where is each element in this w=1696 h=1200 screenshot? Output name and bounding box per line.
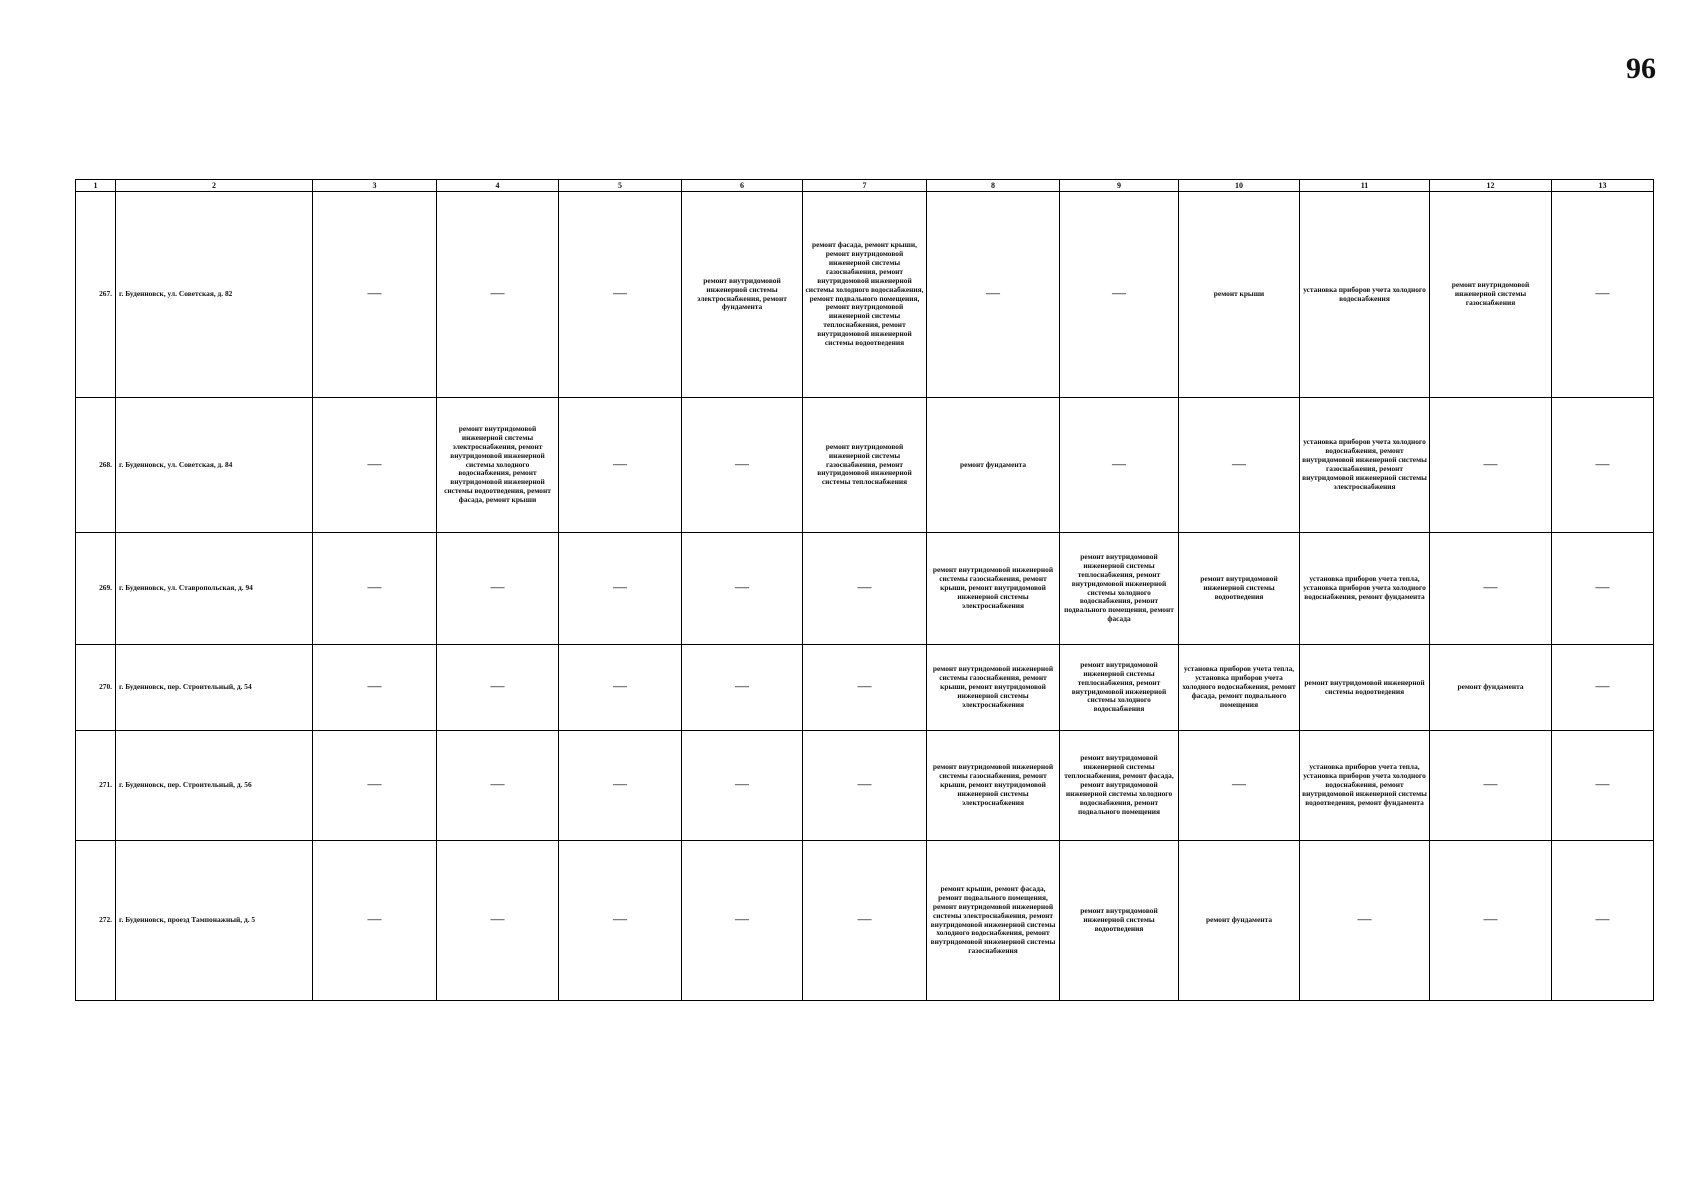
empty-dash: —	[613, 456, 627, 472]
repair-schedule-table	[75, 179, 1654, 1001]
work-cell	[1300, 398, 1430, 533]
empty-dash: —	[857, 912, 872, 928]
cell-text: ремонт фасада, ремонт крыши, ремонт внутридомовой инженерной системы газоснабжения, ремонт внутридомовой инженерной системы холодного водоснабжения, ремонт подвального помещения, ремонт внутридомовой инженерной системы теплоснабжения, ремонт внутридомовой инженерной системы водоотведения	[805, 240, 924, 347]
column-header: 5	[559, 180, 682, 192]
address-cell	[116, 398, 313, 533]
cell-text: г. Буденновск, проезд Тампонажный, д. 5	[119, 915, 256, 925]
work-cell	[1179, 731, 1300, 841]
work-cell	[313, 645, 437, 731]
work-cell	[1552, 192, 1654, 398]
empty-dash: —	[735, 456, 749, 472]
empty-dash: —	[1483, 777, 1498, 793]
work-cell	[559, 645, 682, 731]
empty-dash: —	[857, 580, 872, 596]
cell-text: 272.	[99, 915, 112, 925]
empty-dash: —	[613, 777, 627, 793]
work-cell	[1430, 731, 1552, 841]
work-cell	[1179, 645, 1300, 731]
table-row	[76, 533, 1654, 645]
work-cell	[682, 645, 803, 731]
empty-dash: —	[613, 912, 627, 928]
work-cell	[1060, 731, 1179, 841]
work-cell	[1552, 398, 1654, 533]
empty-dash: —	[1483, 580, 1498, 596]
empty-dash: —	[1232, 777, 1246, 793]
work-cell	[437, 192, 559, 398]
work-cell	[1300, 192, 1430, 398]
work-cell	[1300, 841, 1430, 1001]
empty-dash: —	[367, 456, 382, 472]
table-row	[76, 731, 1654, 841]
work-cell	[559, 731, 682, 841]
work-cell	[1430, 192, 1552, 398]
work-cell	[1060, 398, 1179, 533]
column-header: 9	[1060, 180, 1179, 192]
cell-text: ремонт внутридомовой инженерной системы газоснабжения, ремонт крыши, ремонт внутридомовой инженерной системы электроснабжения	[932, 762, 1054, 807]
work-cell	[1430, 398, 1552, 533]
cell-text: ремонт внутридомовой инженерной системы газоснабжения, ремонт крыши, ремонт внутридомовой инженерной системы электроснабжения	[932, 664, 1054, 709]
address-cell	[116, 731, 313, 841]
cell-text: ремонт внутридомовой инженерной системы водоотведения	[1200, 574, 1278, 601]
work-cell	[682, 192, 803, 398]
work-cell	[803, 533, 927, 645]
work-cell	[927, 533, 1060, 645]
cell-text: установка приборов учета холодного водоснабжения, ремонт внутридомовой инженерной системы газоснабжения, ремонт внутридомовой инженерной системы электроснабжения	[1302, 437, 1427, 491]
table-row	[76, 192, 1654, 398]
work-cell	[927, 398, 1060, 533]
row-number	[76, 398, 116, 533]
empty-dash: —	[1595, 912, 1610, 928]
empty-dash: —	[1112, 286, 1126, 302]
work-cell	[682, 398, 803, 533]
empty-dash: —	[1112, 456, 1126, 472]
row-number	[76, 841, 116, 1001]
address-cell	[116, 192, 313, 398]
work-cell	[559, 533, 682, 645]
empty-dash: —	[1357, 912, 1372, 928]
cell-text: ремонт фундамента	[959, 459, 1027, 469]
work-cell	[1552, 533, 1654, 645]
address-cell	[116, 841, 313, 1001]
empty-dash: —	[367, 777, 382, 793]
work-cell	[559, 192, 682, 398]
work-cell	[1179, 533, 1300, 645]
empty-dash: —	[1595, 679, 1610, 695]
empty-dash: —	[735, 580, 749, 596]
work-cell	[313, 398, 437, 533]
column-header: 8	[927, 180, 1060, 192]
page-number: 96	[1626, 52, 1656, 85]
empty-dash: —	[735, 777, 749, 793]
work-cell	[437, 841, 559, 1001]
empty-dash: —	[735, 912, 749, 928]
column-header: 2	[116, 180, 313, 192]
work-cell	[803, 398, 927, 533]
work-cell	[1060, 645, 1179, 731]
empty-dash: —	[490, 580, 505, 596]
work-cell	[1179, 398, 1300, 533]
empty-dash: —	[1595, 456, 1610, 472]
column-header: 4	[437, 180, 559, 192]
work-cell	[682, 841, 803, 1001]
cell-text: ремонт крыши, ремонт фасада, ремонт подвального помещения, ремонт внутридомовой инженерной системы электроснабжения, ремонт внутридомовой инженерной системы холодного водоснабжения, ремонт внутридомовой инженерной системы газоснабжения	[930, 884, 1056, 956]
work-cell	[682, 533, 803, 645]
empty-dash: —	[367, 679, 382, 695]
empty-dash: —	[367, 580, 382, 596]
work-cell	[437, 398, 559, 533]
empty-dash: —	[1595, 777, 1610, 793]
empty-dash: —	[857, 679, 872, 695]
empty-dash: —	[613, 286, 627, 302]
address-cell	[116, 645, 313, 731]
cell-text: установка приборов учета тепла, установка приборов учета холодного водоснабжения, ремонт внутридомовой инженерной системы водоотведения, ремонт фундамента	[1302, 762, 1427, 807]
cell-text: 267.	[99, 289, 112, 299]
work-cell	[1430, 533, 1552, 645]
work-cell	[1552, 841, 1654, 1001]
work-cell	[1430, 841, 1552, 1001]
empty-dash: —	[367, 912, 382, 928]
cell-text: ремонт внутридомовой инженерной системы теплоснабжения, ремонт внутридомовой инженерной системы холодного водоснабжения, ремонт подвального помещения, ремонт фасада	[1064, 552, 1174, 624]
cell-text: г. Буденновск, ул. Советская, д. 82	[119, 289, 233, 299]
table-body	[76, 192, 1654, 1001]
column-header: 13	[1552, 180, 1654, 192]
empty-dash: —	[490, 777, 505, 793]
row-number	[76, 731, 116, 841]
empty-dash: —	[1232, 456, 1246, 472]
work-cell	[559, 841, 682, 1001]
cell-text: ремонт фундамента	[1457, 682, 1524, 692]
cell-text: ремонт крыши	[1213, 289, 1265, 299]
column-number-row	[76, 180, 1654, 192]
cell-text: ремонт внутридомовой инженерной системы электроснабжения, ремонт внутридомовой инженерной системы холодного водоснабжения, ремонт внутридомовой инженерной системы водоотведения, ремонт фасада, ремонт крыши	[444, 424, 551, 505]
table-row	[76, 645, 1654, 731]
column-header: 10	[1179, 180, 1300, 192]
work-cell	[927, 192, 1060, 398]
row-number	[76, 533, 116, 645]
empty-dash: —	[1483, 912, 1498, 928]
empty-dash: —	[857, 777, 872, 793]
address-cell	[116, 533, 313, 645]
work-cell	[1300, 533, 1430, 645]
work-cell	[1179, 192, 1300, 398]
column-header: 11	[1300, 180, 1430, 192]
empty-dash: —	[735, 679, 749, 695]
cell-text: г. Буденновск, пер. Строительный, д. 56	[119, 780, 252, 790]
work-cell	[927, 731, 1060, 841]
column-header: 1	[76, 180, 116, 192]
work-cell	[1060, 192, 1179, 398]
empty-dash: —	[1595, 580, 1610, 596]
empty-dash: —	[490, 286, 505, 302]
row-number	[76, 645, 116, 731]
cell-text: установка приборов учета холодного водоснабжения	[1303, 284, 1426, 303]
work-cell	[1300, 731, 1430, 841]
column-header: 3	[313, 180, 437, 192]
empty-dash: —	[367, 286, 382, 302]
cell-text: ремонт внутридомовой инженерной системы газоснабжения, ремонт внутридомовой инженерной системы теплоснабжения	[817, 441, 912, 487]
cell-text: г. Буденновск, ул. Советская, д. 84	[119, 459, 233, 469]
row-number	[76, 192, 116, 398]
empty-dash: —	[613, 580, 627, 596]
work-cell	[1430, 645, 1552, 731]
table-row	[76, 841, 1654, 1001]
cell-text: ремонт внутридомовой инженерной системы газоснабжения, ремонт крыши, ремонт внутридомовой инженерной системы электроснабжения	[932, 565, 1054, 610]
work-cell	[1179, 841, 1300, 1001]
work-cell	[313, 731, 437, 841]
cell-text: ремонт внутридомовой инженерной системы теплоснабжения, ремонт фасада, ремонт внутридомовой инженерной системы холодного водоснабжения, ремонт подвального помещения	[1064, 753, 1174, 816]
work-cell	[1552, 645, 1654, 731]
work-cell	[313, 192, 437, 398]
cell-text: 270.	[99, 682, 112, 692]
cell-text: 271.	[99, 780, 112, 790]
work-cell	[927, 645, 1060, 731]
work-cell	[1060, 533, 1179, 645]
cell-text: 269.	[99, 583, 112, 593]
work-cell	[803, 841, 927, 1001]
empty-dash: —	[1595, 286, 1610, 302]
cell-text: ремонт внутридомовой инженерной системы водоотведения	[1304, 677, 1425, 696]
empty-dash: —	[490, 912, 505, 928]
cell-text: г. Буденновск, пер. Строительный, д. 54	[119, 682, 252, 692]
work-cell	[313, 841, 437, 1001]
cell-text: ремонт внутридомовой инженерной системы водоотведения	[1080, 906, 1158, 933]
cell-text: ремонт внутридомовой инженерной системы электроснабжения, ремонт фундамента	[697, 275, 787, 312]
table-row	[76, 398, 1654, 533]
cell-text: установка приборов учета тепла, установка приборов учета холодного водоснабжения, ремонт фасада, ремонт подвального помещения	[1182, 664, 1296, 709]
work-cell	[437, 645, 559, 731]
cell-text: ремонт фундамента	[1205, 915, 1273, 925]
work-cell	[803, 645, 927, 731]
work-cell	[1552, 731, 1654, 841]
work-cell	[803, 731, 927, 841]
cell-text: 268.	[99, 459, 112, 469]
column-header: 7	[803, 180, 927, 192]
work-cell	[313, 533, 437, 645]
work-cell	[437, 533, 559, 645]
work-cell	[682, 731, 803, 841]
cell-text: установка приборов учета тепла, установка приборов учета холодного водоснабжения, ремонт фундамента	[1303, 574, 1426, 601]
empty-dash: —	[1483, 456, 1498, 472]
work-cell	[927, 841, 1060, 1001]
work-cell	[559, 398, 682, 533]
work-cell	[437, 731, 559, 841]
cell-text: ремонт внутридомовой инженерной системы газоснабжения	[1451, 280, 1530, 307]
cell-text: г. Буденновск, ул. Ставропольская, д. 94	[119, 583, 253, 593]
empty-dash: —	[613, 679, 627, 695]
work-cell	[803, 192, 927, 398]
column-header: 12	[1430, 180, 1552, 192]
empty-dash: —	[986, 286, 1000, 302]
column-header: 6	[682, 180, 803, 192]
empty-dash: —	[490, 679, 505, 695]
work-cell	[1060, 841, 1179, 1001]
cell-text: ремонт внутридомовой инженерной системы теплоснабжения, ремонт внутридомовой инженерной системы холодного водоснабжения	[1071, 659, 1167, 714]
work-cell	[1300, 645, 1430, 731]
